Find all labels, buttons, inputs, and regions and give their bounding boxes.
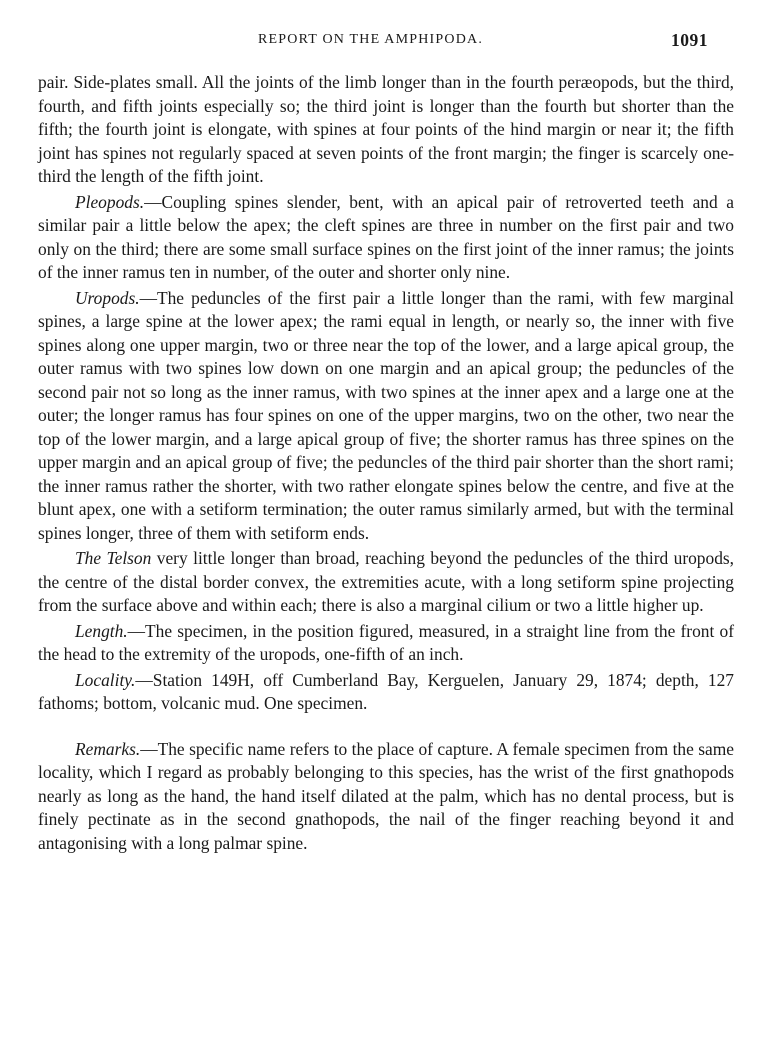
page-header (0, 30, 776, 54)
section-heading-remarks: Remarks. (75, 738, 141, 759)
paragraph-text: —The specimen, in the position figured, measured, in a straight line from the front of the head to the extremity of the uropods, one-fifth of an inch. (38, 620, 734, 664)
paragraph-text: —The specific name refers to the place of capture. A female specimen from the same locality, which I regard as probably belonging to this species, has the wrist of the first gnathopods nearly as long as the hand, the hand itself dilated at the palm, which has no dental process, but is finely pectinate as in the second gnathopods, the nail of the finger reaching beyond it and antagonising with a long palmar spine. (38, 738, 734, 853)
page-number: 1091 (671, 30, 708, 50)
paragraph-text: —The peduncles of the first pair a little longer than the rami, with few marginal spines, a large spine at the lower apex; the rami equal in length, or nearly so, the inner with five spines along one upper margin, two or three near the top of the lower, and a large apical group, the outer ramus with two spines low down on one margin and an apical group; the peduncles of the second pair not so long as the inner ramus, with two spines at the inner apex and a large one at the outer; the longer ramus has four spines on one of the upper margins, two on the other, two near the top of the lower margin, and a large apical group of five; the shorter ramus has three spines on the upper margin and an apical group of five; the peduncles of the third pair shorter than the short rami; the inner ramus rather the shorter, with two rather elongate spines below the centre, and five at the blunt apex, one with a setiform termination; the outer ramus similarly armed, but with the terminal spines longer, three of them with setiform ends. (38, 287, 734, 543)
paragraph-text: very little longer than broad, reaching beyond the peduncles of the third uropods, the centre of the distal border convex, the extremities acute, with a long setiform spine projecting from the surface above and within each; there is also a marginal cilium or two a little higher up. (38, 548, 735, 615)
paragraph-text: —Coupling spines slender, bent, with an apical pair of retroverted teeth and a similar pair a little below the apex; the cleft spines are three in number on the first pair and two only on the third; there are some small surface spines on the first joint of the inner ramus; the joints of the inner ramus ten in number, of the outer and shorter only nine. (38, 191, 734, 282)
paragraph-telson (38, 547, 734, 618)
running-title: REPORT ON THE AMPHIPODA. (258, 32, 484, 47)
section-heading-length: Length. (75, 620, 128, 641)
paragraph-uropods (38, 287, 734, 546)
section-heading-locality: Locality. (75, 669, 136, 690)
paragraph-pleopods (38, 191, 734, 285)
body-text (38, 71, 734, 855)
paragraph-length (38, 620, 734, 667)
section-heading-uropods: Uropods. (75, 287, 140, 308)
paragraph-locality (38, 669, 734, 716)
paragraph-text: pair. Side-plates small. All the joints of the limb longer than in the fourth peræopods, but the third, fourth, and fifth joints especially so; the third joint is longer than the fourth but shorter than the fifth; the fourth joint is elongate, with spines at four points of the hind margin or near it; the fifth joint has spines not regularly spaced at seven points of the front margin; the finger is scarcely one-third the length of the fifth joint. (38, 72, 734, 186)
paragraph-pereiopod-continuation (38, 71, 734, 189)
section-heading-pleopods: Pleopods. (75, 191, 145, 212)
paragraph-text: —Station 149H, off Cumberland Bay, Kerguelen, January 29, 1874; depth, 127 fathoms; bottom, volcanic mud. One specimen. (38, 669, 734, 713)
paragraph-remarks (38, 738, 734, 856)
section-heading-telson: The Telson (75, 548, 152, 568)
